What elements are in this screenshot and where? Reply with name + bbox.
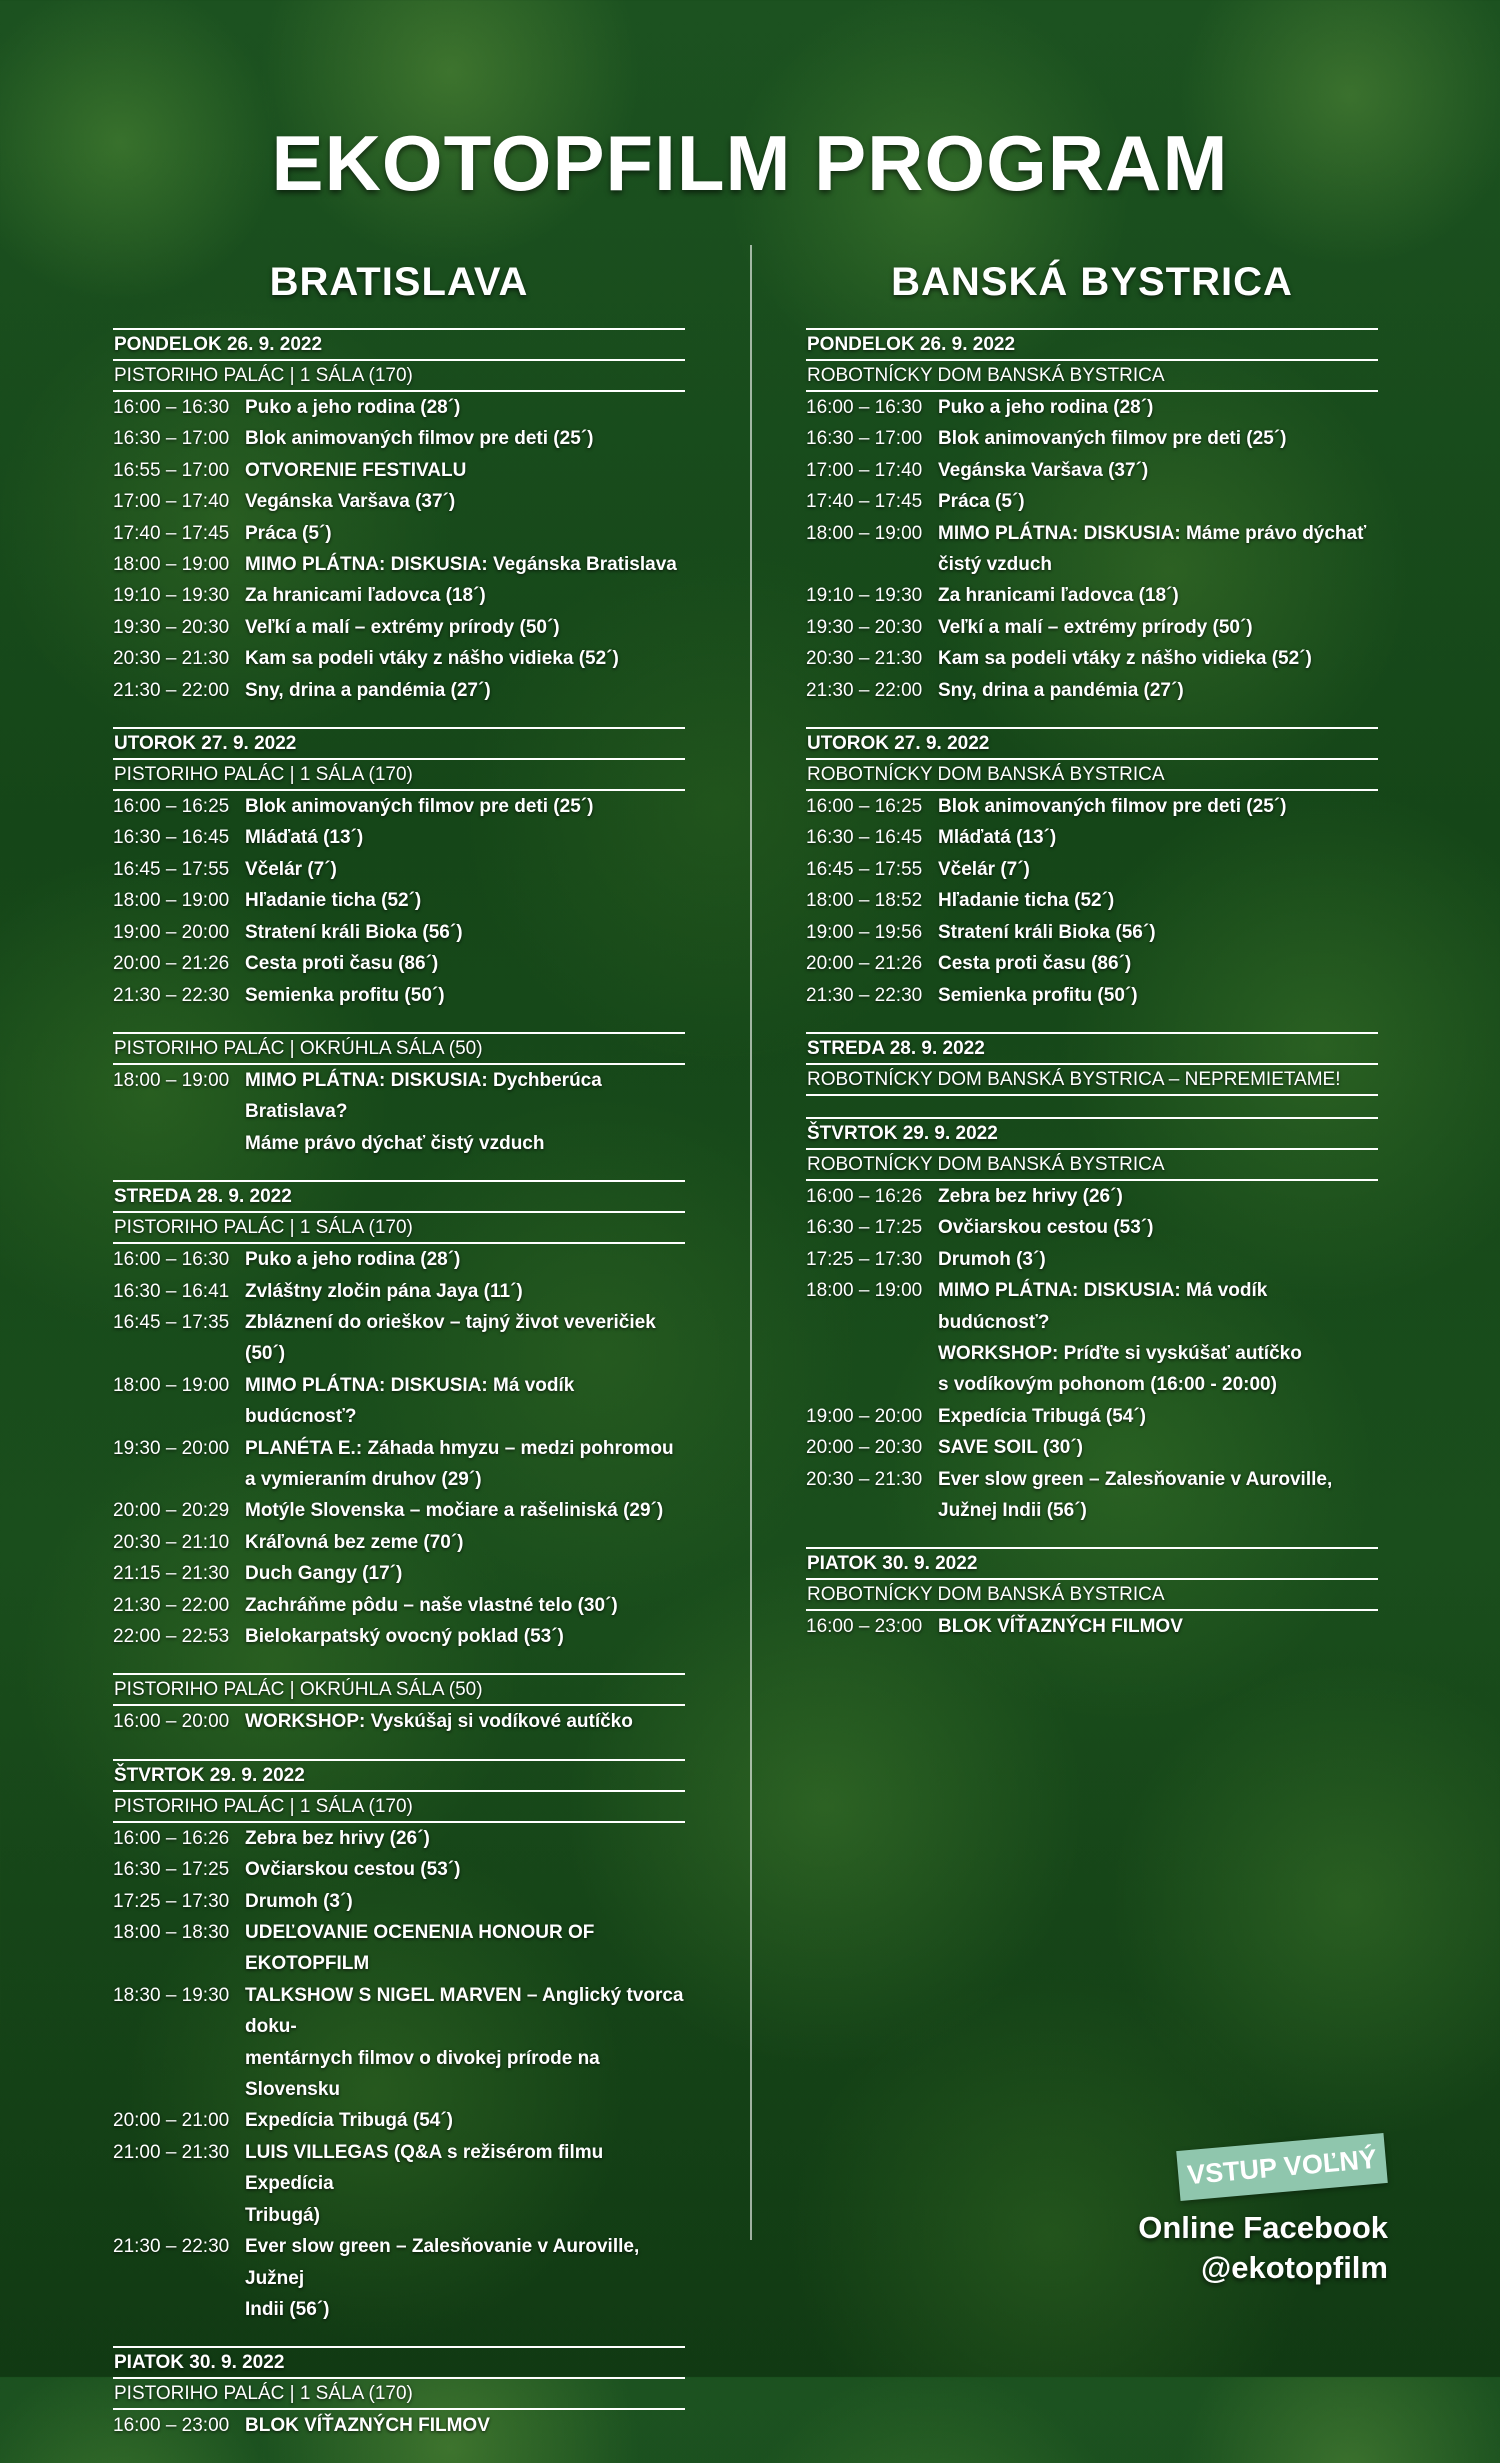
event-row bbox=[806, 822, 1378, 853]
event-title: Semienka profitu (50´) bbox=[245, 984, 445, 1006]
day-heading: PIATOK 30. 9. 2022 bbox=[113, 2346, 685, 2377]
day-section bbox=[806, 1032, 1378, 1096]
event-title: Za hranicami ľadovca (18´) bbox=[938, 585, 1179, 607]
event-row bbox=[113, 1980, 685, 2106]
event-title: Zebra bez hrivy (26´) bbox=[245, 1827, 430, 1849]
page-title: EKOTOPFILM PROGRAM bbox=[271, 119, 1229, 207]
day-section bbox=[113, 328, 685, 706]
event-row bbox=[113, 486, 685, 517]
event-title: Stratení králi Bioka (56´) bbox=[938, 921, 1156, 943]
venue-name: ROBOTNÍCKY DOM BANSKÁ BYSTRICA bbox=[806, 758, 1378, 789]
schedule bbox=[806, 328, 1378, 1643]
venue-block bbox=[806, 1063, 1378, 1096]
event-row bbox=[806, 1611, 1378, 1642]
event-time: 22:00 – 22:53 bbox=[113, 1626, 230, 1647]
event-title: Ever slow green – Zalesňovanie v Auroville, Južnej Indii (56´) bbox=[245, 2236, 640, 2320]
event-row bbox=[113, 1823, 685, 1854]
event-time: 16:00 – 16:25 bbox=[113, 796, 230, 818]
event-list bbox=[113, 1823, 685, 2326]
day-section bbox=[806, 328, 1378, 706]
event-time: 16:00 – 23:00 bbox=[113, 2415, 230, 2437]
event-title: Puko a jeho rodina (28´) bbox=[245, 1249, 461, 1271]
event-row bbox=[113, 2231, 685, 2325]
event-time: 18:30 – 19:30 bbox=[113, 1984, 230, 2006]
event-time: 19:00 – 19:56 bbox=[806, 921, 923, 943]
venue-block bbox=[806, 1148, 1378, 1181]
event-row bbox=[113, 580, 685, 611]
day-heading: STREDA 28. 9. 2022 bbox=[806, 1032, 1378, 1063]
event-title: Práca (5´) bbox=[938, 491, 1025, 513]
day-heading: STREDA 28. 9. 2022 bbox=[113, 1180, 685, 1211]
event-time: 16:00 – 16:26 bbox=[113, 1827, 230, 1849]
event-title: Sny, drina a pandémia (27´) bbox=[245, 679, 491, 701]
event-row bbox=[113, 948, 685, 979]
venue-name: PISTORIHO PALÁC | 1 SÁLA (170) bbox=[113, 1790, 685, 1821]
event-time: 16:00 – 16:25 bbox=[806, 796, 923, 818]
event-time: 18:00 – 19:00 bbox=[113, 554, 230, 576]
event-row bbox=[113, 1433, 685, 1496]
day-section bbox=[113, 1673, 685, 1737]
event-title: Drumoh (3´) bbox=[938, 1248, 1046, 1270]
event-list bbox=[113, 1244, 685, 1652]
venue-name: PISTORIHO PALÁC | OKRÚHLA SÁLA (50) bbox=[113, 1032, 685, 1063]
free-entry-badge: VSTUP VOĽNÝ bbox=[1176, 2133, 1388, 2201]
event-title: Blok animovaných filmov pre deti (25´) bbox=[938, 796, 1287, 818]
event-time: 20:30 – 21:30 bbox=[806, 648, 923, 670]
venue-name: PISTORIHO PALÁC | 1 SÁLA (170) bbox=[113, 359, 685, 390]
event-list bbox=[113, 392, 685, 706]
event-time: 16:30 – 17:25 bbox=[806, 1217, 923, 1239]
event-time: 17:40 – 17:45 bbox=[806, 491, 923, 513]
event-time: 16:30 – 17:00 bbox=[113, 428, 230, 450]
event-time: 16:00 – 16:30 bbox=[806, 397, 923, 418]
event-row bbox=[806, 518, 1378, 581]
event-time: 16:30 – 17:25 bbox=[113, 1859, 230, 1881]
event-row bbox=[113, 392, 685, 423]
event-row bbox=[113, 917, 685, 948]
event-row bbox=[806, 1275, 1378, 1401]
event-title: MIMO PLÁTNA: DISKUSIA: Má vodík budúcnosť? bbox=[245, 1374, 575, 1428]
event-title: Duch Gangy (17´) bbox=[245, 1563, 403, 1585]
event-row bbox=[113, 1307, 685, 1370]
event-row bbox=[113, 1370, 685, 1433]
event-title: Cesta proti času (86´) bbox=[245, 953, 439, 975]
event-time: 20:30 – 21:30 bbox=[806, 1468, 923, 1490]
event-title: Bielokarpatský ovocný poklad (53´) bbox=[245, 1626, 564, 1647]
event-title: MIMO PLÁTNA: DISKUSIA: Máme právo dýchať čistý vzduch bbox=[938, 522, 1367, 576]
venue-block bbox=[113, 359, 685, 392]
event-row bbox=[806, 486, 1378, 517]
event-title: MIMO PLÁTNA: DISKUSIA: Má vodík budúcnosť? WORKSHOP: Príďte si vyskúšať autíčko s vodíkovým pohonom (16:00 - 20:00) bbox=[938, 1280, 1302, 1396]
column-banska-bystrica bbox=[806, 252, 1378, 1664]
event-time: 16:00 – 20:00 bbox=[113, 1711, 230, 1733]
venue-name: ROBOTNÍCKY DOM BANSKÁ BYSTRICA bbox=[806, 359, 1378, 390]
venue-name: ROBOTNÍCKY DOM BANSKÁ BYSTRICA bbox=[806, 1578, 1378, 1609]
day-heading: UTOROK 27. 9. 2022 bbox=[113, 727, 685, 758]
event-row bbox=[806, 392, 1378, 423]
event-title: Ovčiarskou cestou (53´) bbox=[938, 1217, 1154, 1239]
event-row bbox=[806, 580, 1378, 611]
event-row bbox=[113, 2137, 685, 2231]
event-row bbox=[113, 1854, 685, 1885]
event-time: 21:30 – 22:00 bbox=[113, 1594, 230, 1616]
event-time: 16:00 – 16:30 bbox=[113, 397, 230, 418]
event-time: 17:00 – 17:40 bbox=[806, 459, 923, 481]
event-time: 18:00 – 18:52 bbox=[806, 890, 923, 912]
event-time: 21:00 – 21:30 bbox=[113, 2141, 230, 2163]
venue-block bbox=[113, 1032, 685, 1065]
event-row bbox=[113, 423, 685, 454]
event-title: BLOK VÍŤAZNÝCH FILMOV bbox=[938, 1616, 1183, 1638]
event-title: Za hranicami ľadovca (18´) bbox=[245, 585, 486, 607]
event-time: 17:25 – 17:30 bbox=[113, 1890, 230, 1912]
event-title: Veľkí a malí – extrémy prírody (50´) bbox=[938, 616, 1253, 638]
event-time: 19:10 – 19:30 bbox=[806, 585, 923, 607]
venue-name: PISTORIHO PALÁC | 1 SÁLA (170) bbox=[113, 758, 685, 789]
event-row bbox=[113, 885, 685, 916]
venue-block bbox=[113, 1211, 685, 1244]
event-row bbox=[113, 549, 685, 580]
city-heading: BRATISLAVA bbox=[269, 260, 529, 304]
event-time: 17:25 – 17:30 bbox=[806, 1248, 923, 1270]
event-row bbox=[806, 675, 1378, 706]
event-list bbox=[113, 2410, 685, 2441]
event-title: MIMO PLÁTNA: DISKUSIA: Vegánska Bratislava bbox=[245, 554, 677, 576]
event-title: LUIS VILLEGAS (Q&A s režisérom filmu Expedícia Tribugá) bbox=[245, 2141, 604, 2226]
event-row bbox=[113, 1495, 685, 1526]
event-time: 16:30 – 16:45 bbox=[113, 827, 230, 849]
column-bratislava bbox=[113, 252, 685, 2463]
event-time: 19:30 – 20:30 bbox=[113, 616, 230, 638]
event-time: 16:45 – 17:55 bbox=[806, 858, 923, 880]
event-list bbox=[806, 392, 1378, 706]
online-facebook-link[interactable]: Online Facebook @ekotopfilm bbox=[1138, 2210, 1388, 2285]
event-row bbox=[113, 1527, 685, 1558]
event-title: Blok animovaných filmov pre deti (25´) bbox=[245, 796, 594, 818]
event-title: WORKSHOP: Vyskúšaj si vodíkové autíčko bbox=[245, 1711, 633, 1733]
event-time: 16:30 – 17:00 bbox=[806, 428, 923, 450]
event-row bbox=[806, 885, 1378, 916]
event-title: Ever slow green – Zalesňovanie v Auroville, Južnej Indii (56´) bbox=[938, 1468, 1333, 1521]
event-title: Expedícia Tribugá (54´) bbox=[245, 2110, 453, 2132]
day-section bbox=[113, 727, 685, 1011]
venue-name: PISTORIHO PALÁC | 1 SÁLA (170) bbox=[113, 1211, 685, 1242]
event-time: 21:30 – 22:00 bbox=[806, 679, 923, 701]
event-row bbox=[113, 854, 685, 885]
event-time: 16:30 – 16:45 bbox=[806, 827, 923, 849]
event-time: 20:00 – 21:00 bbox=[113, 2110, 230, 2132]
event-list bbox=[806, 1181, 1378, 1526]
event-time: 21:30 – 22:30 bbox=[806, 984, 923, 1006]
venue-name: ROBOTNÍCKY DOM BANSKÁ BYSTRICA bbox=[806, 1148, 1378, 1179]
event-time: 17:40 – 17:45 bbox=[113, 522, 230, 544]
venue-block bbox=[113, 758, 685, 791]
event-title: Blok animovaných filmov pre deti (25´) bbox=[938, 428, 1287, 450]
event-row bbox=[113, 1244, 685, 1275]
venue-name: ROBOTNÍCKY DOM BANSKÁ BYSTRICA – NEPREMIETAME! bbox=[806, 1063, 1378, 1094]
event-time: 20:00 – 21:26 bbox=[113, 953, 230, 975]
event-time: 21:15 – 21:30 bbox=[113, 1563, 230, 1585]
event-row bbox=[113, 2410, 685, 2441]
event-title: BLOK VÍŤAZNÝCH FILMOV bbox=[245, 2415, 490, 2437]
event-time: 20:00 – 21:26 bbox=[806, 953, 923, 975]
event-time: 18:00 – 19:00 bbox=[806, 1280, 923, 1302]
event-row bbox=[113, 1558, 685, 1589]
venue-block bbox=[806, 359, 1378, 392]
day-heading: ŠTVRTOK 29. 9. 2022 bbox=[806, 1117, 1378, 1148]
event-row bbox=[806, 948, 1378, 979]
venue-name: PISTORIHO PALÁC | OKRÚHLA SÁLA (50) bbox=[113, 1673, 685, 1704]
event-title: MIMO PLÁTNA: DISKUSIA: Dychberúca Bratislava? Máme právo dýchať čistý vzduch bbox=[245, 1069, 602, 1154]
event-row bbox=[806, 1432, 1378, 1463]
event-title: Semienka profitu (50´) bbox=[938, 984, 1138, 1006]
event-time: 21:30 – 22:30 bbox=[113, 984, 230, 1006]
event-title: Mláďatá (13´) bbox=[938, 827, 1057, 849]
event-time: 17:00 – 17:40 bbox=[113, 491, 230, 513]
day-section bbox=[806, 727, 1378, 1011]
event-title: Zvláštny zločin pána Jaya (11´) bbox=[245, 1280, 523, 1302]
event-row bbox=[113, 980, 685, 1011]
event-title: SAVE SOIL (30´) bbox=[938, 1437, 1083, 1459]
event-time: 20:30 – 21:10 bbox=[113, 1531, 230, 1553]
event-title: Hľadanie ticha (52´) bbox=[938, 890, 1115, 912]
event-row bbox=[113, 612, 685, 643]
venue-block bbox=[113, 2377, 685, 2410]
event-title: Kráľovná bez zeme (70´) bbox=[245, 1531, 464, 1553]
day-section bbox=[113, 1180, 685, 1652]
day-heading: PONDELOK 26. 9. 2022 bbox=[113, 328, 685, 359]
event-time: 18:00 – 19:00 bbox=[113, 890, 230, 912]
event-time: 16:45 – 17:55 bbox=[113, 858, 230, 880]
event-title: PLANÉTA E.: Záhada hmyzu – medzi pohromou a vymieraním druhov (29´) bbox=[245, 1437, 674, 1490]
city-heading: BANSKÁ BYSTRICA bbox=[891, 260, 1293, 304]
event-row bbox=[113, 675, 685, 706]
event-list bbox=[806, 1611, 1378, 1642]
event-time: 19:00 – 20:00 bbox=[806, 1405, 923, 1427]
event-time: 19:00 – 20:00 bbox=[113, 921, 230, 943]
event-row bbox=[806, 1464, 1378, 1527]
event-title: Vegánska Varšava (37´) bbox=[245, 491, 456, 513]
event-row bbox=[806, 917, 1378, 948]
day-section bbox=[113, 1759, 685, 2326]
event-row bbox=[806, 1401, 1378, 1432]
event-row bbox=[113, 1621, 685, 1652]
event-row bbox=[806, 980, 1378, 1011]
event-title: Sny, drina a pandémia (27´) bbox=[938, 679, 1184, 701]
event-time: 18:00 – 19:00 bbox=[113, 1069, 230, 1091]
event-title: Včelár (7´) bbox=[245, 858, 337, 880]
event-row bbox=[806, 423, 1378, 454]
column-divider bbox=[750, 245, 752, 2240]
event-list bbox=[806, 791, 1378, 1011]
event-time: 16:00 – 16:26 bbox=[806, 1185, 923, 1207]
event-title: Motýle Slovenska – močiare a rašeliniská (29´) bbox=[245, 1500, 664, 1522]
event-title: Expedícia Tribugá (54´) bbox=[938, 1405, 1146, 1427]
event-row bbox=[806, 1181, 1378, 1212]
day-heading: UTOROK 27. 9. 2022 bbox=[806, 727, 1378, 758]
event-list bbox=[113, 1706, 685, 1737]
day-heading: PONDELOK 26. 9. 2022 bbox=[806, 328, 1378, 359]
event-list bbox=[113, 791, 685, 1011]
event-row bbox=[806, 1244, 1378, 1275]
venue-block bbox=[806, 758, 1378, 791]
event-row bbox=[806, 455, 1378, 486]
event-time: 16:55 – 17:00 bbox=[113, 459, 230, 481]
event-time: 20:00 – 20:30 bbox=[806, 1437, 923, 1459]
day-section bbox=[806, 1117, 1378, 1526]
event-time: 18:00 – 19:00 bbox=[113, 1374, 230, 1396]
event-title: Puko a jeho rodina (28´) bbox=[938, 397, 1154, 418]
venue-block bbox=[113, 1790, 685, 1823]
event-title: Vegánska Varšava (37´) bbox=[938, 459, 1149, 481]
event-title: OTVORENIE FESTIVALU bbox=[245, 459, 467, 481]
event-title: Veľkí a malí – extrémy prírody (50´) bbox=[245, 616, 560, 638]
event-time: 16:45 – 17:35 bbox=[113, 1311, 230, 1333]
event-row bbox=[113, 643, 685, 674]
event-title: Práca (5´) bbox=[245, 522, 332, 544]
event-row bbox=[113, 455, 685, 486]
event-title: Ovčiarskou cestou (53´) bbox=[245, 1859, 461, 1881]
event-row bbox=[113, 1276, 685, 1307]
event-row bbox=[806, 612, 1378, 643]
day-section bbox=[113, 1032, 685, 1159]
event-time: 16:00 – 16:30 bbox=[113, 1249, 230, 1271]
event-title: Hľadanie ticha (52´) bbox=[245, 890, 422, 912]
event-row bbox=[113, 1886, 685, 1917]
event-row bbox=[806, 791, 1378, 822]
event-row bbox=[113, 791, 685, 822]
event-time: 19:30 – 20:30 bbox=[806, 616, 923, 638]
event-title: Včelár (7´) bbox=[938, 858, 1030, 880]
event-row bbox=[806, 643, 1378, 674]
day-section bbox=[806, 1547, 1378, 1642]
event-title: Blok animovaných filmov pre deti (25´) bbox=[245, 428, 594, 450]
event-time: 20:00 – 20:29 bbox=[113, 1500, 230, 1522]
event-row bbox=[806, 854, 1378, 885]
event-title: Mláďatá (13´) bbox=[245, 827, 364, 849]
event-title: Drumoh (3´) bbox=[245, 1890, 353, 1912]
venue-block bbox=[806, 1578, 1378, 1611]
event-title: TALKSHOW S NIGEL MARVEN – Anglický tvorca doku- mentárnych filmov o divokej prírode na Slovensku bbox=[245, 1984, 684, 2101]
event-row bbox=[113, 822, 685, 853]
event-time: 16:30 – 16:41 bbox=[113, 1280, 230, 1302]
event-title: Zebra bez hrivy (26´) bbox=[938, 1185, 1123, 1207]
day-section bbox=[113, 2346, 685, 2441]
day-heading: PIATOK 30. 9. 2022 bbox=[806, 1547, 1378, 1578]
event-title: Stratení králi Bioka (56´) bbox=[245, 921, 463, 943]
event-row bbox=[113, 1590, 685, 1621]
event-row bbox=[806, 1212, 1378, 1243]
event-list bbox=[113, 1065, 685, 1159]
event-time: 19:30 – 20:00 bbox=[113, 1437, 230, 1459]
event-title: Zbláznení do orieškov – tajný život veveričiek (50´) bbox=[245, 1311, 656, 1365]
venue-block bbox=[113, 1673, 685, 1706]
event-title: Puko a jeho rodina (28´) bbox=[245, 397, 461, 418]
day-heading: ŠTVRTOK 29. 9. 2022 bbox=[113, 1759, 685, 1790]
event-row bbox=[113, 518, 685, 549]
event-time: 19:10 – 19:30 bbox=[113, 585, 230, 607]
event-row bbox=[113, 1917, 685, 1980]
event-time: 18:00 – 18:30 bbox=[113, 1922, 230, 1944]
event-title: Kam sa podeli vtáky z nášho vidieka (52´) bbox=[938, 648, 1312, 670]
event-row bbox=[113, 1065, 685, 1159]
event-title: Cesta proti času (86´) bbox=[938, 953, 1132, 975]
schedule bbox=[113, 328, 685, 2442]
event-title: UDEĽOVANIE OCENENIA HONOUR OF EKOTOPFILM bbox=[245, 1922, 595, 1975]
event-row bbox=[113, 2105, 685, 2136]
event-row bbox=[113, 1706, 685, 1737]
event-time: 16:00 – 23:00 bbox=[806, 1616, 923, 1638]
venue-name: PISTORIHO PALÁC | 1 SÁLA (170) bbox=[113, 2377, 685, 2408]
event-title: Zachráňme pôdu – naše vlastné telo (30´) bbox=[245, 1594, 618, 1616]
event-time: 21:30 – 22:00 bbox=[113, 679, 230, 701]
event-time: 18:00 – 19:00 bbox=[806, 522, 923, 544]
event-title: Kam sa podeli vtáky z nášho vidieka (52´) bbox=[245, 648, 619, 670]
event-time: 21:30 – 22:30 bbox=[113, 2236, 230, 2258]
event-time: 20:30 – 21:30 bbox=[113, 648, 230, 670]
